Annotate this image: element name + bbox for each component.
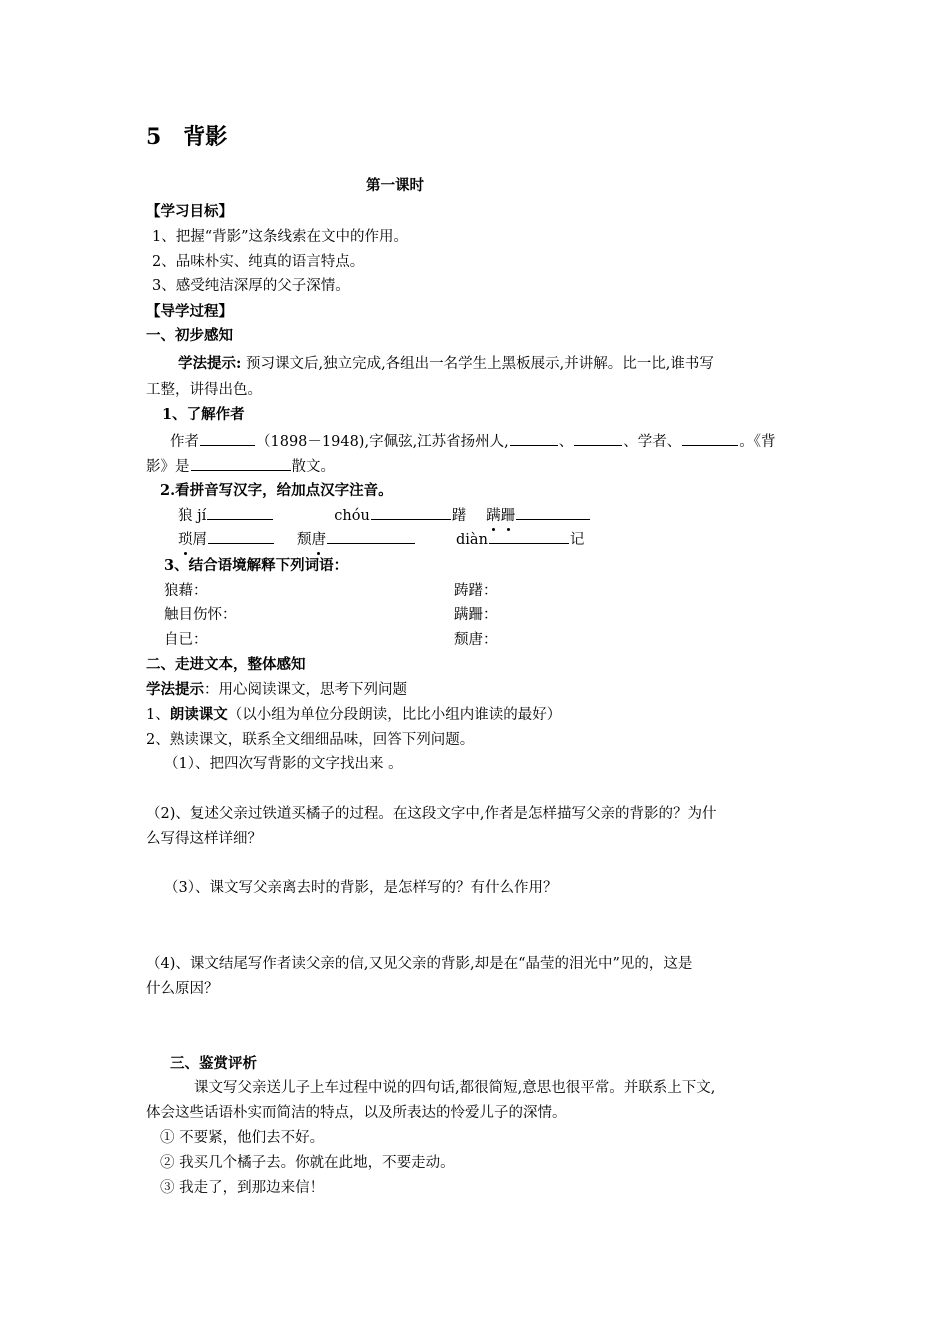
question-1: （1）、把四次写背影的文字找出来 。 xyxy=(164,756,403,772)
term-item: 踌躇： xyxy=(454,583,498,599)
fill-blank[interactable] xyxy=(207,505,273,520)
question-4-cont: 什么原因？ xyxy=(146,981,219,997)
term-item: 狼藉： xyxy=(164,583,208,599)
term-item: 蹒跚： xyxy=(454,607,498,623)
fill-blank[interactable] xyxy=(327,529,415,544)
quote-item: ③ 我走了，到那边来信！ xyxy=(160,1180,325,1196)
read-instruction: 1、朗读课文（以小组为单位分段朗读，比比小组内谁读的最好） xyxy=(146,706,562,723)
question-3: （3）、课文写父亲离去时的背影，是怎样写的？有什么作用？ xyxy=(164,880,558,896)
q1-line2: 影》是 散文。 xyxy=(146,456,335,477)
section1-tip xyxy=(178,354,714,374)
q2-row2: 琐屑 颓唐 diàn 记 xyxy=(178,529,584,550)
fill-blank[interactable] xyxy=(516,505,590,520)
fill-blank[interactable] xyxy=(510,431,558,446)
page-title: 5 背影 xyxy=(146,124,228,150)
question-4: （4)、课文结尾写作者读父亲的信,又见父亲的背影,却是在“晶莹的泪光中”见的，这是 xyxy=(146,956,693,972)
q2-row1: 狼 jí chóu 躇 蹒跚 xyxy=(178,505,591,526)
fill-blank[interactable] xyxy=(574,431,622,446)
question-2-cont: 么写得这样详细？ xyxy=(146,831,262,847)
fill-blank[interactable] xyxy=(200,431,255,446)
section3-heading: 三、鉴赏评析 xyxy=(170,1055,257,1072)
section2-heading: 二、走进文本，整体感知 xyxy=(146,656,306,673)
lesson-label: 第一课时 xyxy=(366,177,424,194)
fill-blank[interactable] xyxy=(371,505,451,520)
section1-heading: 一、初步感知 xyxy=(146,327,233,344)
fill-blank[interactable] xyxy=(489,529,569,544)
section3-para-cont: 体会这些话语朴实而简洁的特点，以及所表达的怜爱儿子的深情。 xyxy=(146,1105,567,1121)
q3-heading: 3、结合语境解释下列词语： xyxy=(164,557,349,574)
objectives-heading: 【学习目标】 xyxy=(146,203,233,220)
question-2: （2)、复述父亲过铁道买橘子的过程。在这段文字中,作者是怎样描写父亲的背影的？为什 xyxy=(146,806,717,822)
tip-text: 预习课文后,独立完成,各组出一名学生上黑板展示,并讲解。比一比,谁书写 xyxy=(241,356,714,372)
tip-label: 学法提示: xyxy=(178,355,242,372)
process-heading: 【导学过程】 xyxy=(146,303,233,320)
fill-blank[interactable] xyxy=(682,431,738,446)
quote-item: ① 不要紧，他们去不好。 xyxy=(160,1130,325,1146)
section3-para: 课文写父亲送儿子上车过程中说的四句话,都很简短,意思也很平常。并联系上下文, xyxy=(194,1080,716,1096)
fill-blank[interactable] xyxy=(208,529,274,544)
q1-heading: 1、了解作者 xyxy=(162,406,245,423)
objective-item: 1、把握“背影”这条线索在文中的作用。 xyxy=(152,229,409,245)
study-instruction: 2、熟读课文，联系全文细细品味，回答下列问题。 xyxy=(146,732,475,748)
section2-tip: 学法提示：用心阅读课文，思考下列问题 xyxy=(146,681,407,698)
term-item: 颓唐： xyxy=(454,632,498,648)
quote-item: ② 我买几个橘子去。你就在此地，不要走动。 xyxy=(160,1155,455,1171)
term-item: 自已： xyxy=(164,632,208,648)
q1-line1: 作者 （1898－1948),字佩弦,江苏省扬州人, 、 、学者、 。《背 xyxy=(170,431,776,452)
fill-blank[interactable] xyxy=(191,456,291,471)
term-item: 触目伤怀： xyxy=(164,607,237,623)
section1-tip-cont: 工整，讲得出色。 xyxy=(146,382,262,398)
objective-item: 3、感受纯洁深厚的父子深情。 xyxy=(152,278,350,294)
objective-item: 2、品味朴实、纯真的语言特点。 xyxy=(152,254,365,270)
q2-heading: 2.看拼音写汉字，给加点汉字注音。 xyxy=(160,482,393,499)
